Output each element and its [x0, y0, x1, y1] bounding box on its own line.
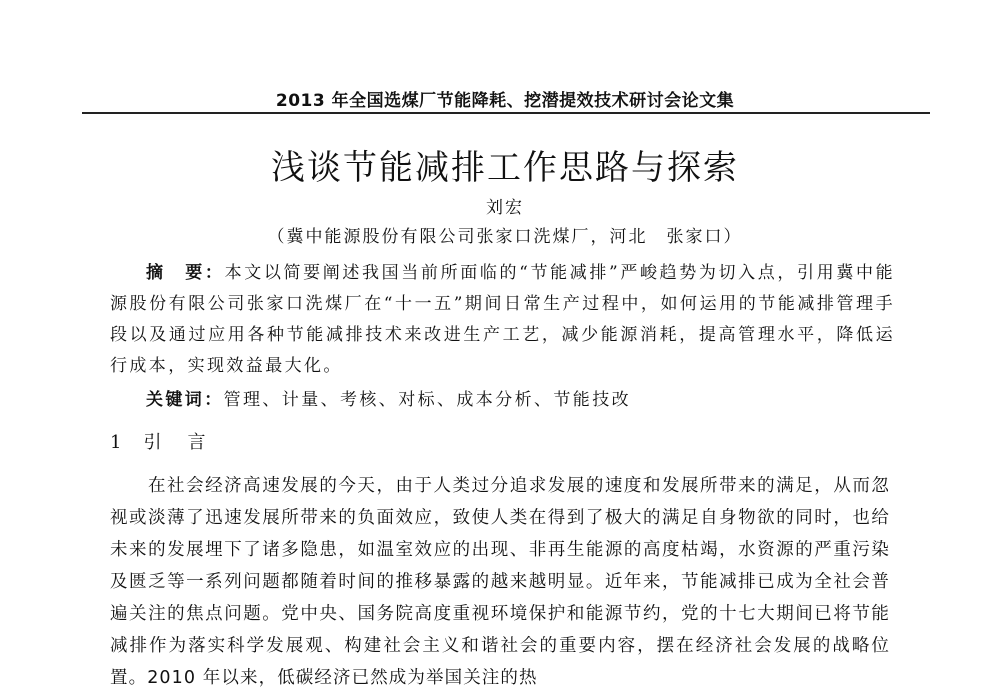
body-paragraph: 在社会经济高速发展的今天，由于人类过分追求发展的速度和发展所带来的满足，从而忽视或淡薄了迅速发展所带来的负面效应，致使人类在得到了极大的满足自身物欲的同时，也给未来的发展埋下了诸多隐患，如温室效应的出现、非再生能源的高度枯竭，水资源的严重污染及匮乏等一系列问题都随着时间的推移暴露的越来越明显。近年来，节能减排已成为全社会普遍关注的焦点问题。党中央、国务院高度重视环境保护和能源节约，党的十七大期间已将节能减排作为落实科学发展观、构建社会主义和谐社会的重要内容，摆在经济社会发展的战略位置。2010 年以来，低碳经济已然成为举国关注的热 [110, 476, 890, 688]
author-name: 刘宏 [486, 198, 524, 218]
keywords [146, 385, 631, 410]
section-number: 1 [110, 432, 126, 453]
author-affiliation: （冀中能源股份有限公司张家口洗煤厂，河北 张家口） [267, 227, 743, 247]
running-header: 2013 年全国选煤厂节能降耗、挖潜提效技术研讨会论文集 [275, 91, 735, 111]
abstract [110, 258, 895, 382]
abstract-text: 本文以简要阐述我国当前所面临的“节能减排”严峻趋势为切入点，引用冀中能源股份有限公司张家口洗煤厂在“十一五”期间日常生产过程中，如何运用的节能减排管理手段以及通过应用各种节能减排技术来改进生产工艺，减少能源消耗，提高管理水平，降低运行成本，实现效益最大化。 [110, 263, 895, 376]
abstract-label: 摘 要： [146, 263, 225, 283]
section-heading [110, 428, 209, 454]
section-title: 引 言 [143, 432, 210, 453]
paper-title: 浅谈节能减排工作思路与探索 [271, 148, 739, 188]
keywords-label: 关键词： [146, 390, 224, 410]
header-rule [82, 112, 930, 114]
keywords-text: 管理、计量、考核、对标、成本分析、节能技改 [223, 390, 632, 410]
